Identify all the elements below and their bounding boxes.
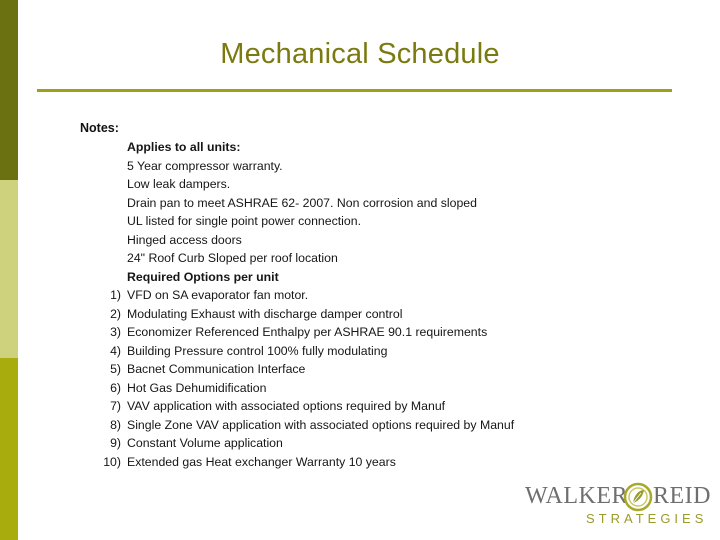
option-number: 7)	[110, 399, 121, 413]
option-text: Modulating Exhaust with discharge damper control	[127, 307, 403, 321]
option-text: Economizer Referenced Enthalpy per ASHRAE 90.1 requirements	[127, 325, 488, 339]
option-text: VAV application with associated options required by Manuf	[127, 399, 446, 413]
option-number: 4)	[110, 344, 121, 358]
side-bar-light	[0, 180, 18, 358]
applies-item: Hinged access doors	[127, 233, 242, 247]
option-text: Building Pressure control 100% fully modulating	[127, 344, 388, 358]
logo-word-walker: WALKER	[525, 483, 628, 509]
option-number: 5)	[110, 362, 121, 376]
logo-tagline: STRATEGIES	[586, 511, 708, 526]
option-number: 1)	[110, 288, 121, 302]
option-text: Extended gas Heat exchanger Warranty 10 years	[127, 455, 396, 469]
logo-word-reid: REID	[653, 483, 711, 509]
applies-item: 24" Roof Curb Sloped per roof location	[127, 251, 338, 265]
notes-label: Notes:	[80, 121, 119, 135]
logo-emblem-icon	[622, 481, 654, 513]
walker-reid-logo	[525, 480, 715, 528]
side-bar-dark	[0, 0, 18, 180]
option-number: 9)	[110, 436, 121, 450]
option-text: VFD on SA evaporator fan motor.	[127, 288, 309, 302]
applies-item: Drain pan to meet ASHRAE 62- 2007. Non corrosion and sloped	[127, 196, 477, 210]
option-number: 10)	[103, 455, 121, 469]
option-text: Hot Gas Dehumidification	[127, 381, 267, 395]
option-number: 8)	[110, 418, 121, 432]
applies-heading: Applies to all units:	[127, 140, 241, 154]
option-text: Single Zone VAV application with associated options required by Manuf	[127, 418, 515, 432]
applies-item: 5 Year compressor warranty.	[127, 159, 283, 173]
option-text: Constant Volume application	[127, 436, 283, 450]
side-bar-mid	[0, 358, 18, 540]
applies-item: Low leak dampers.	[127, 177, 231, 191]
option-number: 6)	[110, 381, 121, 395]
applies-item: UL listed for single point power connection.	[127, 214, 362, 228]
title-underline	[37, 89, 672, 92]
option-text: Bacnet Communication Interface	[127, 362, 306, 376]
option-number: 2)	[110, 307, 121, 321]
slide-title: Mechanical Schedule	[220, 38, 500, 70]
options-heading: Required Options per unit	[127, 270, 279, 284]
option-number: 3)	[110, 325, 121, 339]
